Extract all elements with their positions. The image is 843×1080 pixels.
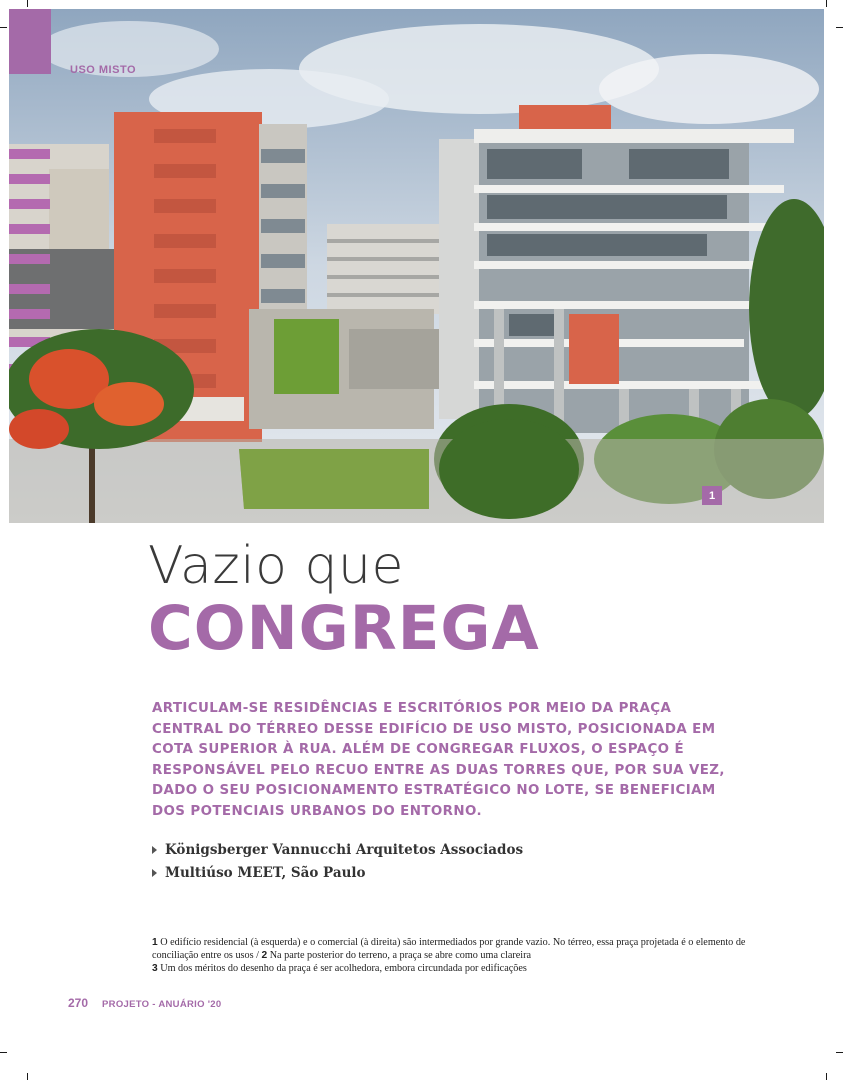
credit-project <box>152 861 523 884</box>
credits <box>152 838 523 884</box>
crop-mark <box>27 1073 28 1080</box>
title-line-1: Vazio que <box>148 536 404 596</box>
photo-captions <box>152 936 752 975</box>
caption-number: 1 <box>152 937 158 948</box>
crop-mark <box>826 0 827 7</box>
section-tab <box>9 9 51 74</box>
crop-mark <box>0 27 7 28</box>
triangle-bullet-icon <box>152 846 157 854</box>
hero-photo <box>9 9 824 523</box>
title-line-2: CONGREGA <box>148 593 540 664</box>
credit-architect-text: Königsberger Vannucchi Arquitetos Associados <box>165 841 524 858</box>
page-number: 270 <box>68 996 89 1010</box>
page-footer <box>68 996 221 1010</box>
crop-mark <box>836 27 843 28</box>
triangle-bullet-icon <box>152 869 157 877</box>
caption-text: Na parte posterior do terreno, a praça se abre como uma clareira <box>267 950 532 961</box>
publication-name: PROJETO - ANUÁRIO '20 <box>102 999 222 1010</box>
photo-number-badge: 1 <box>702 486 722 505</box>
caption-number: 3 <box>152 963 158 974</box>
section-label: USO MISTO <box>70 64 137 76</box>
crop-mark <box>27 0 28 7</box>
credit-project-text: Multiúso MEET, São Paulo <box>165 864 366 881</box>
crop-mark <box>826 1073 827 1080</box>
crop-mark <box>836 1052 843 1053</box>
caption-text: Um dos méritos do desenho da praça é ser acolhedora, embora circundada por edificações <box>157 963 527 974</box>
lead-paragraph: ARTICULAM-SE RESIDÊNCIAS E ESCRITÓRIOS POR MEIO DA PRAÇA CENTRAL DO TÉRREO DESSE EDIFÍCIO DE USO MISTO, POSICIONADA EM COTA SUPERIOR À RUA. ALÉM DE CONGREGAR FLUXOS, O ESPAÇO É RESPONSÁVEL PELO RECUO ENTRE AS DUAS TORRES QUE, POR SUA VEZ, DADO O SEU POSICIONAMENTO ESTRATÉGICO NO LOTE, SE BENEFICIAM DOS POTENCIAIS URBANOS DO ENTORNO. <box>152 701 725 819</box>
caption-number: 2 <box>261 950 268 961</box>
credit-architect <box>152 838 523 861</box>
caption-text: O edifício residencial (à esquerda) e o comercial (à direita) são intermediados por grande vazio. No térreo, essa praça projetada é o elemento de conciliação entre os usos / <box>152 937 746 961</box>
building-illustration <box>9 9 824 523</box>
crop-mark <box>0 1052 7 1053</box>
